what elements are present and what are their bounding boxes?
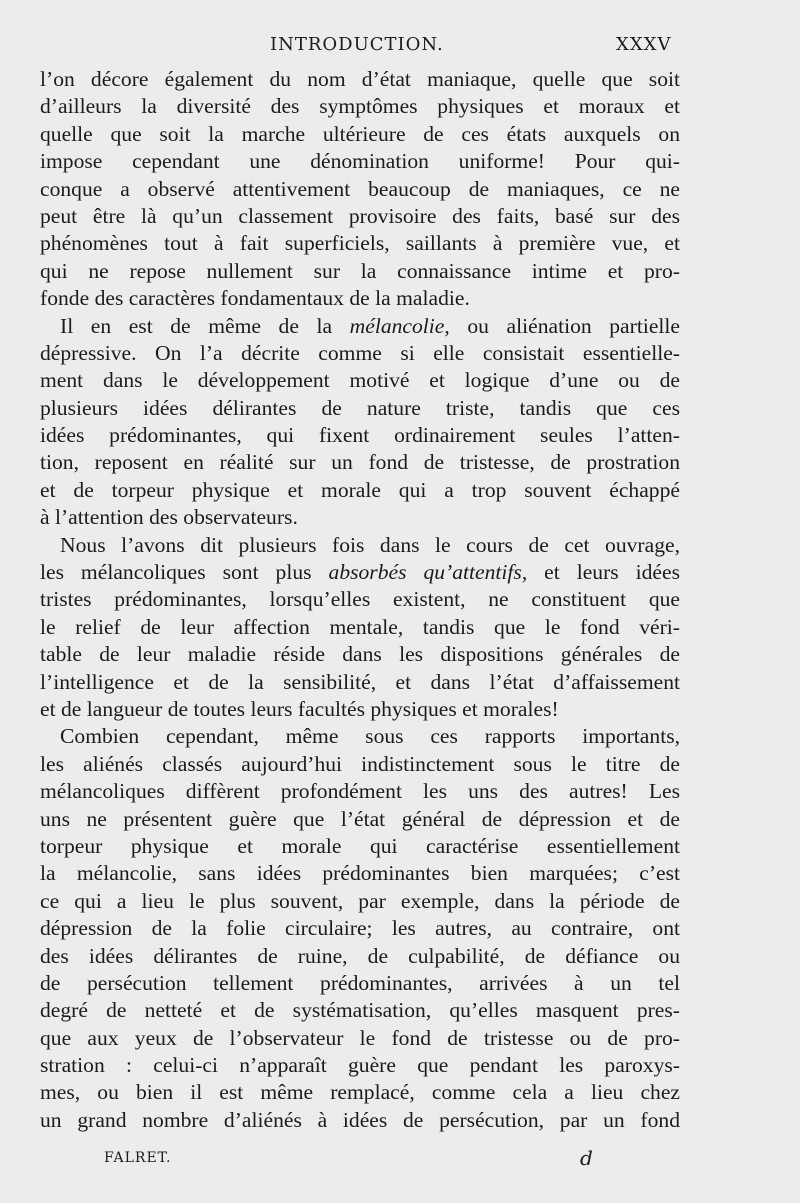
signature-mark: d	[580, 1146, 593, 1170]
text-line: tristes prédominantes, lorsqu’elles existent, ne constituent que	[40, 587, 680, 612]
text-line: plusieurs idées délirantes de nature triste, tandis que ces	[40, 395, 680, 420]
text-line: conque a observé attentivement beaucoup de maniaques, ce ne	[40, 176, 680, 201]
text-line: de persécution tellement prédominantes, arrivées à un tel	[40, 970, 680, 995]
text-line: qui ne repose nullement sur la connaissance intime et pro-	[40, 258, 680, 283]
text-line: idées prédominantes, qui fixent ordinairement seules l’atten-	[40, 423, 680, 448]
text-line	[40, 559, 680, 586]
text-line: dépressive. On l’a décrite comme si elle consistait essentielle-	[40, 340, 680, 365]
text-line: les aliénés classés aujourd’hui indistinctement sous le titre de	[40, 751, 680, 776]
text-line: stration : celui-ci n’apparaît guère que pendant les paroxys-	[40, 1053, 680, 1078]
text-line: uns ne présentent guère que l’état général de dépression et de	[40, 806, 680, 831]
text-line: l’on décore également du nom d’état maniaque, quelle que soit	[40, 67, 680, 91]
text-line	[40, 313, 680, 340]
text-line: impose cependant une dénomination uniforme! Pour qui-	[40, 149, 680, 174]
running-head	[0, 34, 800, 58]
page-footer	[0, 1146, 800, 1174]
text-line: quelle que soit la marche ultérieure de ces états auxquels on	[40, 121, 680, 146]
text-line: que aux yeux de l’observateur le fond de tristesse ou de pro-	[40, 1025, 680, 1050]
page-number: XXXV	[616, 34, 672, 55]
text-line: le relief de leur affection mentale, tandis que le fond véri-	[40, 614, 680, 639]
text-line: peut être là qu’un classement provisoire des faits, basé sur des	[40, 203, 680, 228]
text-segment: , et leurs idées	[521, 560, 680, 585]
footer-author: FALRET.	[104, 1150, 172, 1166]
text-line: l’intelligence et de la sensibilité, et dans l’état d’affaissement	[40, 669, 680, 694]
text-line: table de leur maladie réside dans les dispositions générales de	[40, 642, 680, 667]
text-line: fonde des caractères fondamentaux de la maladie.	[40, 286, 470, 311]
text-line: Combien cependant, même sous ces rapports importants,	[60, 724, 680, 749]
text-line: degré de netteté et de systématisation, qu’elles masquent pres-	[40, 998, 680, 1023]
text-line: Nous l’avons dit plusieurs fois dans le cours de cet ouvrage,	[60, 532, 680, 557]
text-segment: Il en est de même de la	[60, 313, 350, 338]
text-line: et de torpeur physique et morale qui a trop souvent échappé	[40, 477, 680, 502]
text-line: ce qui a lieu le plus souvent, par exemple, dans la période de	[40, 888, 680, 913]
text-line: torpeur physique et morale qui caractérise essentiellement	[40, 833, 680, 858]
text-segment: , ou aliénation partielle	[444, 313, 680, 338]
body-text	[40, 66, 680, 1134]
text-line: à l’attention des observateurs.	[40, 505, 298, 530]
text-segment: les mélancoliques sont plus	[40, 560, 329, 585]
text-line: des idées délirantes de ruine, de culpabilité, de défiance ou	[40, 943, 680, 968]
text-line: et de langueur de toutes leurs facultés physiques et morales!	[40, 696, 559, 721]
text-line: ment dans le développement motivé et logique d’une ou de	[40, 368, 680, 393]
text-line: dépression de la folie circulaire; les autres, au contraire, ont	[40, 916, 680, 941]
italic-term: mélancolie	[349, 313, 445, 338]
text-line: phénomènes tout à fait superficiels, saillants à première vue, et	[40, 231, 680, 256]
italic-term: absorbés qu’attentifs	[328, 560, 522, 585]
text-line: mélancoliques diffèrent profondément les uns des autres! Les	[40, 779, 680, 804]
text-line: mes, ou bien il est même remplacé, comme cela a lieu chez	[40, 1080, 680, 1105]
text-line: tion, reposent en réalité sur un fond de tristesse, de prostration	[40, 450, 680, 475]
text-line: un grand nombre d’aliénés à idées de persécution, par un fond	[40, 1107, 680, 1132]
running-head-title: INTRODUCTION.	[270, 34, 444, 55]
text-line: la mélancolie, sans idées prédominantes bien marquées; c’est	[40, 861, 680, 886]
text-line: d’ailleurs la diversité des symptômes physiques et moraux et	[40, 94, 680, 119]
